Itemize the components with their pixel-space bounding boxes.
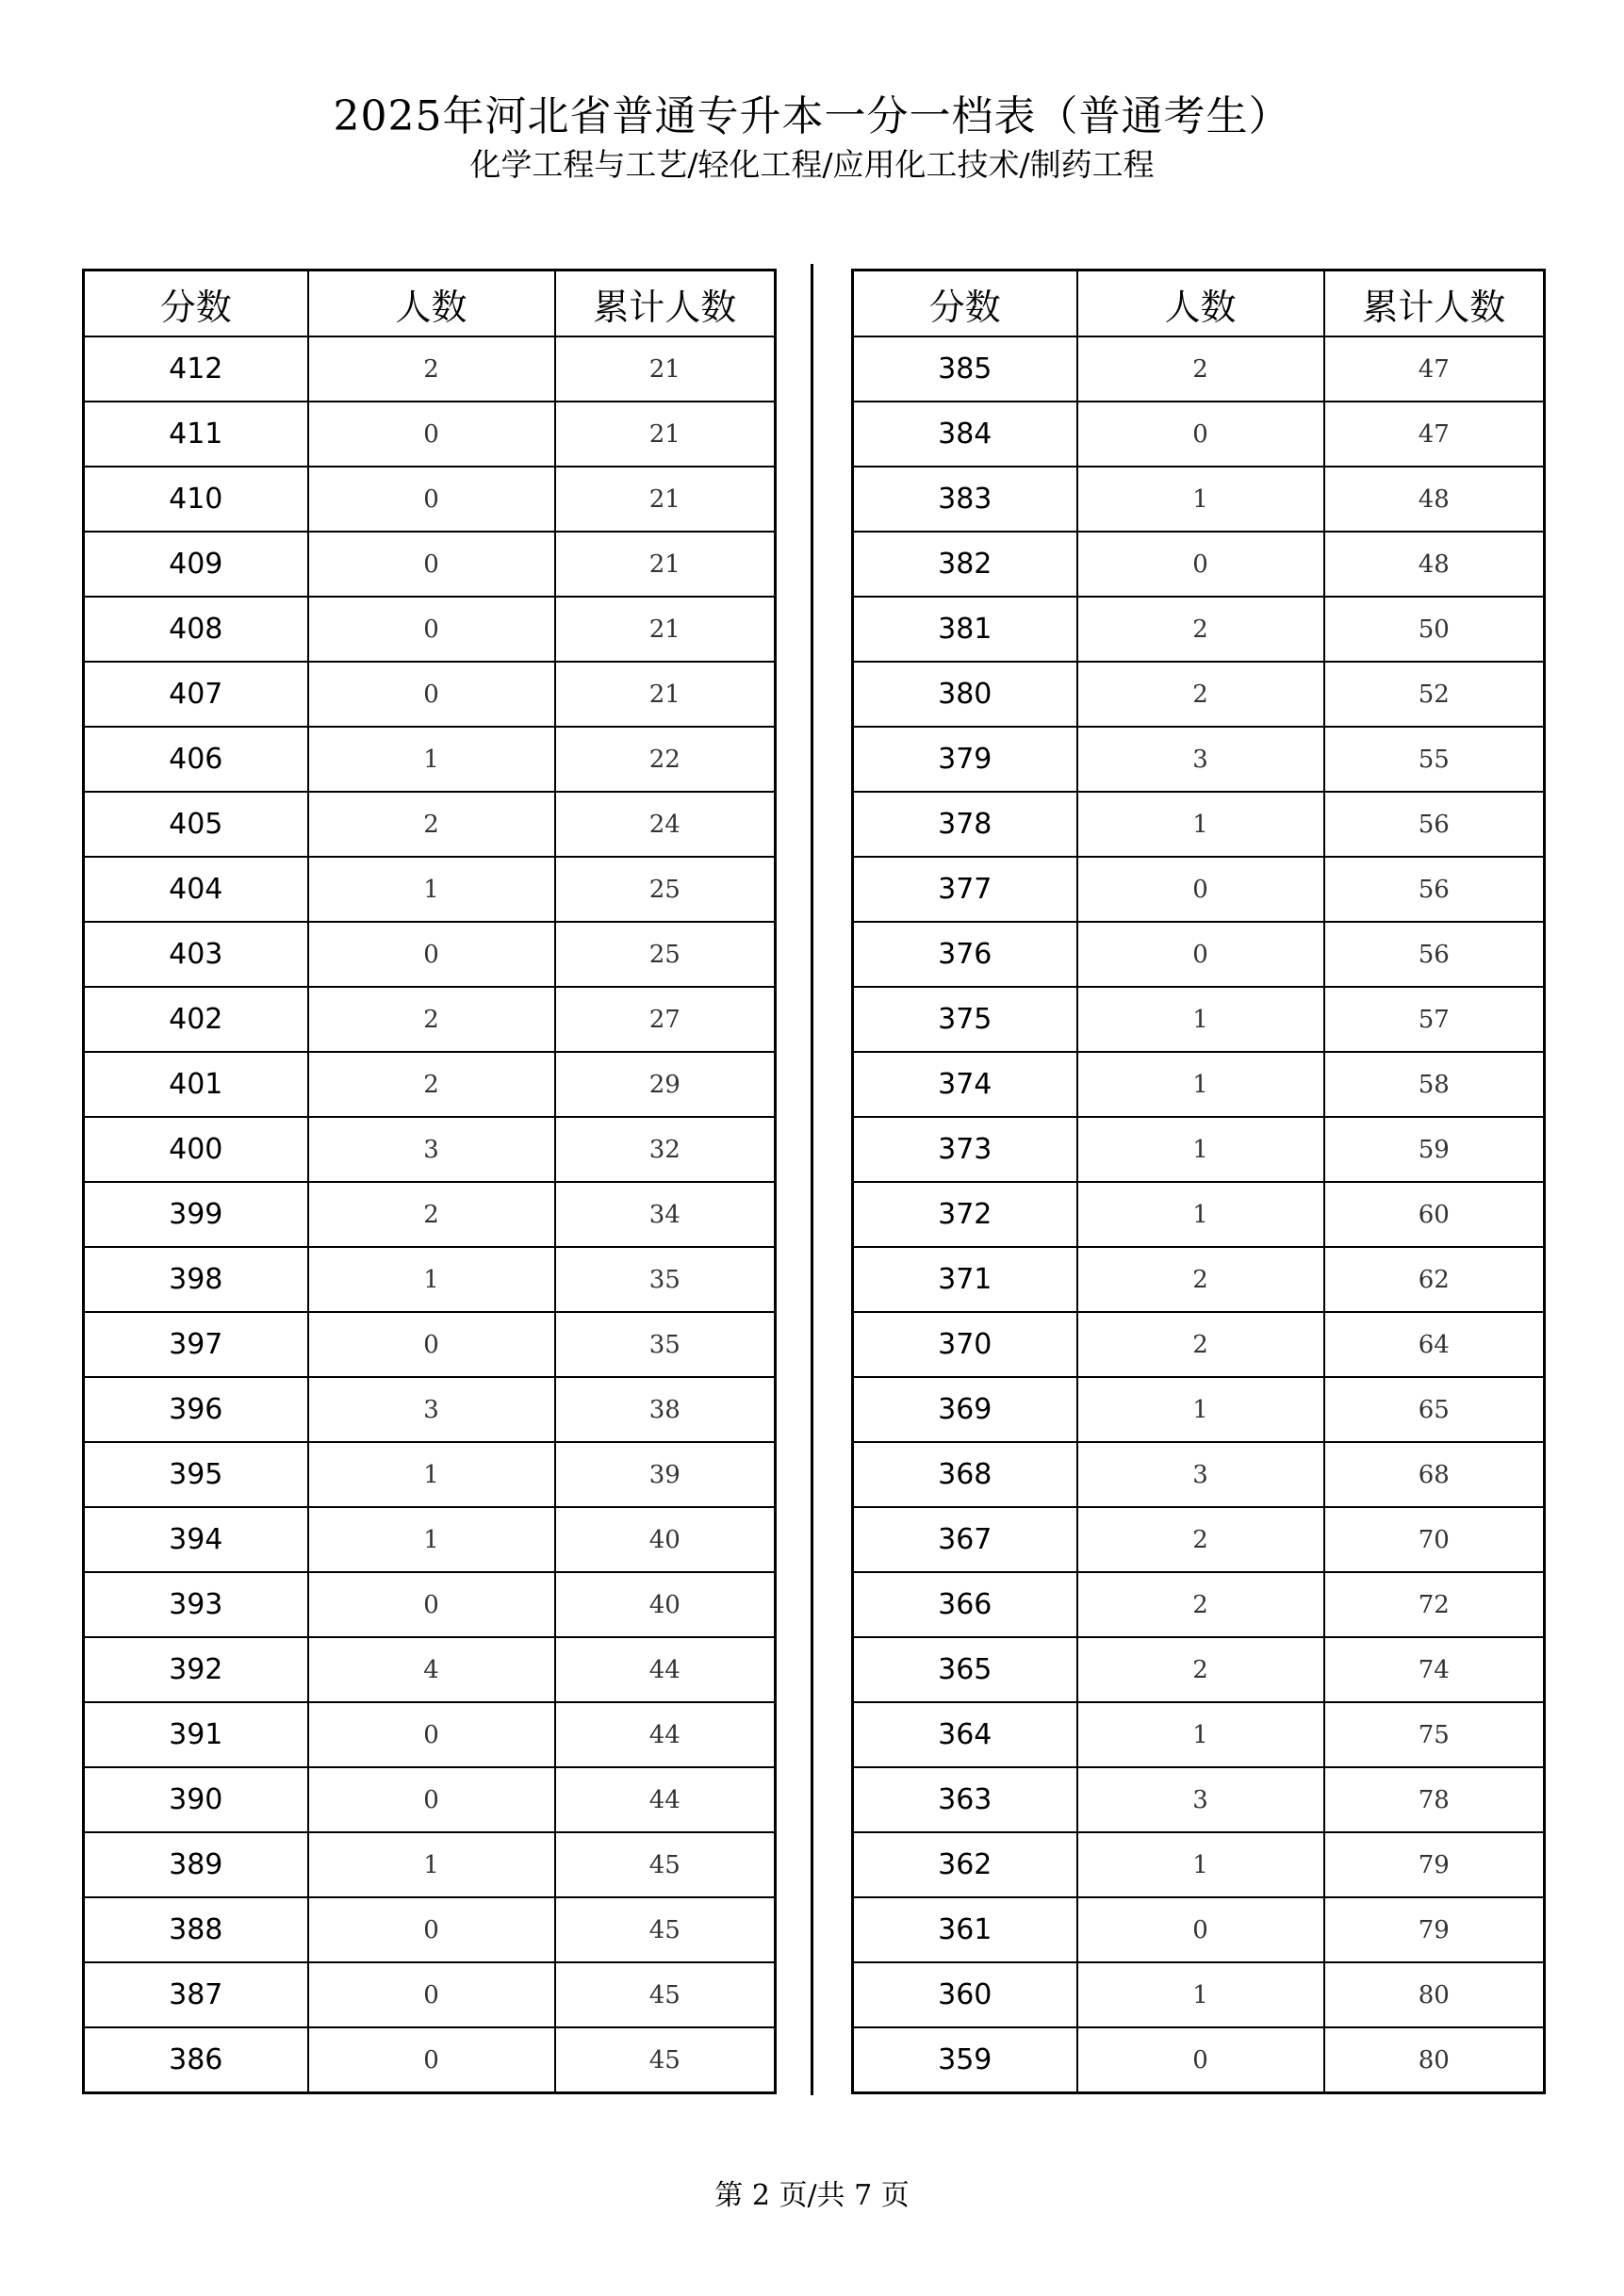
cum-cell: 65 bbox=[1324, 1377, 1545, 1442]
header-count: 人数 bbox=[1077, 271, 1324, 337]
score-cell: 375 bbox=[853, 987, 1077, 1052]
cum-cell: 50 bbox=[1324, 597, 1545, 662]
cum-cell: 21 bbox=[555, 662, 776, 727]
table-row bbox=[84, 922, 776, 987]
score-cell: 394 bbox=[84, 1507, 308, 1572]
cum-cell: 70 bbox=[1324, 1507, 1545, 1572]
cum-cell: 35 bbox=[555, 1312, 776, 1377]
count-cell: 3 bbox=[1077, 727, 1324, 792]
score-cell: 397 bbox=[84, 1312, 308, 1377]
table-row bbox=[853, 1702, 1545, 1767]
cum-cell: 72 bbox=[1324, 1572, 1545, 1637]
count-cell: 0 bbox=[1077, 1897, 1324, 1962]
count-cell: 0 bbox=[308, 922, 555, 987]
score-cell: 372 bbox=[853, 1182, 1077, 1247]
table-body-left bbox=[84, 336, 776, 2093]
count-cell: 0 bbox=[308, 1312, 555, 1377]
cum-cell: 75 bbox=[1324, 1702, 1545, 1767]
table-row bbox=[84, 727, 776, 792]
score-cell: 398 bbox=[84, 1247, 308, 1312]
table-row bbox=[853, 1117, 1545, 1182]
score-table-right bbox=[851, 269, 1546, 2094]
table-row bbox=[84, 402, 776, 467]
count-cell: 2 bbox=[1077, 1312, 1324, 1377]
table-row bbox=[84, 1182, 776, 1247]
count-cell: 1 bbox=[1077, 1702, 1324, 1767]
score-cell: 384 bbox=[853, 402, 1077, 467]
count-cell: 0 bbox=[1077, 2027, 1324, 2093]
cum-cell: 56 bbox=[1324, 792, 1545, 857]
count-cell: 1 bbox=[1077, 467, 1324, 532]
score-cell: 371 bbox=[853, 1247, 1077, 1312]
count-cell: 2 bbox=[1077, 1637, 1324, 1702]
score-cell: 388 bbox=[84, 1897, 308, 1962]
count-cell: 1 bbox=[1077, 1962, 1324, 2027]
table-row bbox=[84, 662, 776, 727]
count-cell: 2 bbox=[1077, 662, 1324, 727]
table-row bbox=[84, 1767, 776, 1832]
score-cell: 374 bbox=[853, 1052, 1077, 1117]
table-row bbox=[84, 1247, 776, 1312]
table-row bbox=[84, 1312, 776, 1377]
count-cell: 1 bbox=[1077, 1117, 1324, 1182]
table-row bbox=[853, 727, 1545, 792]
count-cell: 2 bbox=[1077, 1572, 1324, 1637]
table-row bbox=[84, 532, 776, 597]
score-cell: 373 bbox=[853, 1117, 1077, 1182]
score-cell: 400 bbox=[84, 1117, 308, 1182]
cum-cell: 45 bbox=[555, 1832, 776, 1897]
score-cell: 411 bbox=[84, 402, 308, 467]
count-cell: 1 bbox=[1077, 987, 1324, 1052]
count-cell: 2 bbox=[1077, 336, 1324, 402]
cum-cell: 74 bbox=[1324, 1637, 1545, 1702]
score-cell: 363 bbox=[853, 1767, 1077, 1832]
score-cell: 381 bbox=[853, 597, 1077, 662]
cum-cell: 45 bbox=[555, 2027, 776, 2093]
cum-cell: 48 bbox=[1324, 467, 1545, 532]
table-row bbox=[84, 597, 776, 662]
table-row bbox=[853, 662, 1545, 727]
score-cell: 391 bbox=[84, 1702, 308, 1767]
cum-cell: 48 bbox=[1324, 532, 1545, 597]
count-cell: 2 bbox=[308, 1052, 555, 1117]
table-row bbox=[853, 987, 1545, 1052]
table-row bbox=[853, 1052, 1545, 1117]
count-cell: 0 bbox=[308, 1572, 555, 1637]
count-cell: 1 bbox=[1077, 1182, 1324, 1247]
score-cell: 408 bbox=[84, 597, 308, 662]
cum-cell: 80 bbox=[1324, 2027, 1545, 2093]
score-cell: 412 bbox=[84, 336, 308, 402]
cum-cell: 40 bbox=[555, 1572, 776, 1637]
score-cell: 406 bbox=[84, 727, 308, 792]
count-cell: 3 bbox=[308, 1377, 555, 1442]
header-count: 人数 bbox=[308, 271, 555, 337]
column-divider bbox=[811, 264, 813, 2095]
table-row bbox=[84, 1637, 776, 1702]
cum-cell: 79 bbox=[1324, 1897, 1545, 1962]
count-cell: 2 bbox=[1077, 597, 1324, 662]
cum-cell: 44 bbox=[555, 1767, 776, 1832]
table-row bbox=[853, 1572, 1545, 1637]
cum-cell: 57 bbox=[1324, 987, 1545, 1052]
score-cell: 410 bbox=[84, 467, 308, 532]
table-row bbox=[84, 2027, 776, 2093]
count-cell: 0 bbox=[308, 1767, 555, 1832]
page-subtitle: 化学工程与工艺/轻化工程/应用化工技术/制药工程 bbox=[469, 146, 1155, 183]
table-row bbox=[84, 1052, 776, 1117]
score-cell: 390 bbox=[84, 1767, 308, 1832]
table-row bbox=[84, 1117, 776, 1182]
table-row bbox=[84, 1572, 776, 1637]
cum-cell: 21 bbox=[555, 532, 776, 597]
cum-cell: 40 bbox=[555, 1507, 776, 1572]
table-row bbox=[84, 336, 776, 402]
score-cell: 396 bbox=[84, 1377, 308, 1442]
count-cell: 2 bbox=[308, 1182, 555, 1247]
cum-cell: 38 bbox=[555, 1377, 776, 1442]
count-cell: 2 bbox=[308, 792, 555, 857]
table-header-row bbox=[853, 271, 1545, 337]
cum-cell: 52 bbox=[1324, 662, 1545, 727]
count-cell: 0 bbox=[1077, 402, 1324, 467]
table-row bbox=[84, 1702, 776, 1767]
count-cell: 3 bbox=[1077, 1442, 1324, 1507]
score-cell: 401 bbox=[84, 1052, 308, 1117]
count-cell: 2 bbox=[1077, 1247, 1324, 1312]
count-cell: 0 bbox=[308, 467, 555, 532]
cum-cell: 55 bbox=[1324, 727, 1545, 792]
table-row bbox=[853, 922, 1545, 987]
cum-cell: 79 bbox=[1324, 1832, 1545, 1897]
score-cell: 370 bbox=[853, 1312, 1077, 1377]
table-row bbox=[84, 467, 776, 532]
score-cell: 383 bbox=[853, 467, 1077, 532]
count-cell: 0 bbox=[308, 2027, 555, 2093]
table-row bbox=[853, 792, 1545, 857]
score-cell: 404 bbox=[84, 857, 308, 922]
count-cell: 1 bbox=[308, 727, 555, 792]
score-cell: 382 bbox=[853, 532, 1077, 597]
table-row bbox=[853, 1247, 1545, 1312]
score-cell: 376 bbox=[853, 922, 1077, 987]
table-header-row bbox=[84, 271, 776, 337]
table-row bbox=[853, 336, 1545, 402]
count-cell: 0 bbox=[1077, 922, 1324, 987]
count-cell: 1 bbox=[1077, 1052, 1324, 1117]
cum-cell: 34 bbox=[555, 1182, 776, 1247]
table-row bbox=[853, 1377, 1545, 1442]
count-cell: 0 bbox=[308, 597, 555, 662]
table-row bbox=[84, 792, 776, 857]
count-cell: 0 bbox=[308, 1897, 555, 1962]
cum-cell: 45 bbox=[555, 1962, 776, 2027]
cum-cell: 39 bbox=[555, 1442, 776, 1507]
score-cell: 380 bbox=[853, 662, 1077, 727]
table-row bbox=[853, 1767, 1545, 1832]
count-cell: 0 bbox=[308, 532, 555, 597]
cum-cell: 35 bbox=[555, 1247, 776, 1312]
cum-cell: 21 bbox=[555, 467, 776, 532]
score-cell: 368 bbox=[853, 1442, 1077, 1507]
table-row bbox=[84, 1377, 776, 1442]
header-cumulative: 累计人数 bbox=[555, 271, 776, 337]
count-cell: 1 bbox=[1077, 792, 1324, 857]
score-cell: 365 bbox=[853, 1637, 1077, 1702]
cum-cell: 22 bbox=[555, 727, 776, 792]
score-cell: 395 bbox=[84, 1442, 308, 1507]
score-cell: 379 bbox=[853, 727, 1077, 792]
table-row bbox=[853, 1507, 1545, 1572]
score-cell: 407 bbox=[84, 662, 308, 727]
table-row bbox=[84, 1507, 776, 1572]
score-table-left bbox=[82, 269, 777, 2094]
score-cell: 392 bbox=[84, 1637, 308, 1702]
count-cell: 1 bbox=[1077, 1832, 1324, 1897]
table-row bbox=[853, 402, 1545, 467]
table-row bbox=[84, 857, 776, 922]
score-cell: 366 bbox=[853, 1572, 1077, 1637]
count-cell: 2 bbox=[308, 336, 555, 402]
count-cell: 0 bbox=[308, 402, 555, 467]
cum-cell: 60 bbox=[1324, 1182, 1545, 1247]
header-score: 分数 bbox=[853, 271, 1077, 337]
table-row bbox=[84, 1832, 776, 1897]
cum-cell: 21 bbox=[555, 336, 776, 402]
score-cell: 361 bbox=[853, 1897, 1077, 1962]
score-cell: 364 bbox=[853, 1702, 1077, 1767]
cum-cell: 45 bbox=[555, 1897, 776, 1962]
table-row bbox=[853, 532, 1545, 597]
cum-cell: 64 bbox=[1324, 1312, 1545, 1377]
score-cell: 378 bbox=[853, 792, 1077, 857]
count-cell: 2 bbox=[1077, 1507, 1324, 1572]
count-cell: 1 bbox=[1077, 1377, 1324, 1442]
score-cell: 369 bbox=[853, 1377, 1077, 1442]
count-cell: 0 bbox=[1077, 532, 1324, 597]
count-cell: 1 bbox=[308, 857, 555, 922]
cum-cell: 78 bbox=[1324, 1767, 1545, 1832]
score-cell: 409 bbox=[84, 532, 308, 597]
cum-cell: 59 bbox=[1324, 1117, 1545, 1182]
cum-cell: 47 bbox=[1324, 336, 1545, 402]
table-row bbox=[84, 1962, 776, 2027]
cum-cell: 56 bbox=[1324, 922, 1545, 987]
page-footer: 第 2 页/共 7 页 bbox=[714, 2179, 910, 2212]
score-cell: 362 bbox=[853, 1832, 1077, 1897]
cum-cell: 25 bbox=[555, 922, 776, 987]
table-row bbox=[84, 987, 776, 1052]
count-cell: 0 bbox=[308, 1962, 555, 2027]
count-cell: 0 bbox=[1077, 857, 1324, 922]
cum-cell: 58 bbox=[1324, 1052, 1545, 1117]
score-cell: 393 bbox=[84, 1572, 308, 1637]
cum-cell: 21 bbox=[555, 597, 776, 662]
count-cell: 3 bbox=[1077, 1767, 1324, 1832]
cum-cell: 47 bbox=[1324, 402, 1545, 467]
table-row bbox=[853, 1637, 1545, 1702]
table-row bbox=[853, 1832, 1545, 1897]
count-cell: 1 bbox=[308, 1832, 555, 1897]
cum-cell: 62 bbox=[1324, 1247, 1545, 1312]
table-row bbox=[853, 1962, 1545, 2027]
count-cell: 0 bbox=[308, 1702, 555, 1767]
count-cell: 1 bbox=[308, 1442, 555, 1507]
score-cell: 386 bbox=[84, 2027, 308, 2093]
cum-cell: 29 bbox=[555, 1052, 776, 1117]
cum-cell: 44 bbox=[555, 1702, 776, 1767]
cum-cell: 56 bbox=[1324, 857, 1545, 922]
table-row bbox=[853, 2027, 1545, 2093]
count-cell: 1 bbox=[308, 1247, 555, 1312]
cum-cell: 25 bbox=[555, 857, 776, 922]
count-cell: 4 bbox=[308, 1637, 555, 1702]
table-row bbox=[853, 1897, 1545, 1962]
header-score: 分数 bbox=[84, 271, 308, 337]
table-body-right bbox=[853, 336, 1545, 2093]
table-row bbox=[853, 467, 1545, 532]
count-cell: 1 bbox=[308, 1507, 555, 1572]
table-row bbox=[84, 1897, 776, 1962]
cum-cell: 80 bbox=[1324, 1962, 1545, 2027]
table-row bbox=[853, 1442, 1545, 1507]
cum-cell: 68 bbox=[1324, 1442, 1545, 1507]
score-cell: 399 bbox=[84, 1182, 308, 1247]
score-cell: 385 bbox=[853, 336, 1077, 402]
header-cumulative: 累计人数 bbox=[1324, 271, 1545, 337]
score-cell: 405 bbox=[84, 792, 308, 857]
table-row bbox=[853, 597, 1545, 662]
count-cell: 2 bbox=[308, 987, 555, 1052]
table-row bbox=[853, 1182, 1545, 1247]
score-cell: 360 bbox=[853, 1962, 1077, 2027]
page-title: 2025年河北省普通专升本一分一档表（普通考生） bbox=[333, 92, 1291, 140]
table-row bbox=[853, 1312, 1545, 1377]
score-cell: 403 bbox=[84, 922, 308, 987]
count-cell: 3 bbox=[308, 1117, 555, 1182]
score-cell: 402 bbox=[84, 987, 308, 1052]
score-cell: 389 bbox=[84, 1832, 308, 1897]
cum-cell: 44 bbox=[555, 1637, 776, 1702]
table-row bbox=[84, 1442, 776, 1507]
cum-cell: 27 bbox=[555, 987, 776, 1052]
cum-cell: 24 bbox=[555, 792, 776, 857]
score-cell: 377 bbox=[853, 857, 1077, 922]
cum-cell: 21 bbox=[555, 402, 776, 467]
score-cell: 367 bbox=[853, 1507, 1077, 1572]
score-cell: 359 bbox=[853, 2027, 1077, 2093]
cum-cell: 32 bbox=[555, 1117, 776, 1182]
table-row bbox=[853, 857, 1545, 922]
count-cell: 0 bbox=[308, 662, 555, 727]
score-cell: 387 bbox=[84, 1962, 308, 2027]
